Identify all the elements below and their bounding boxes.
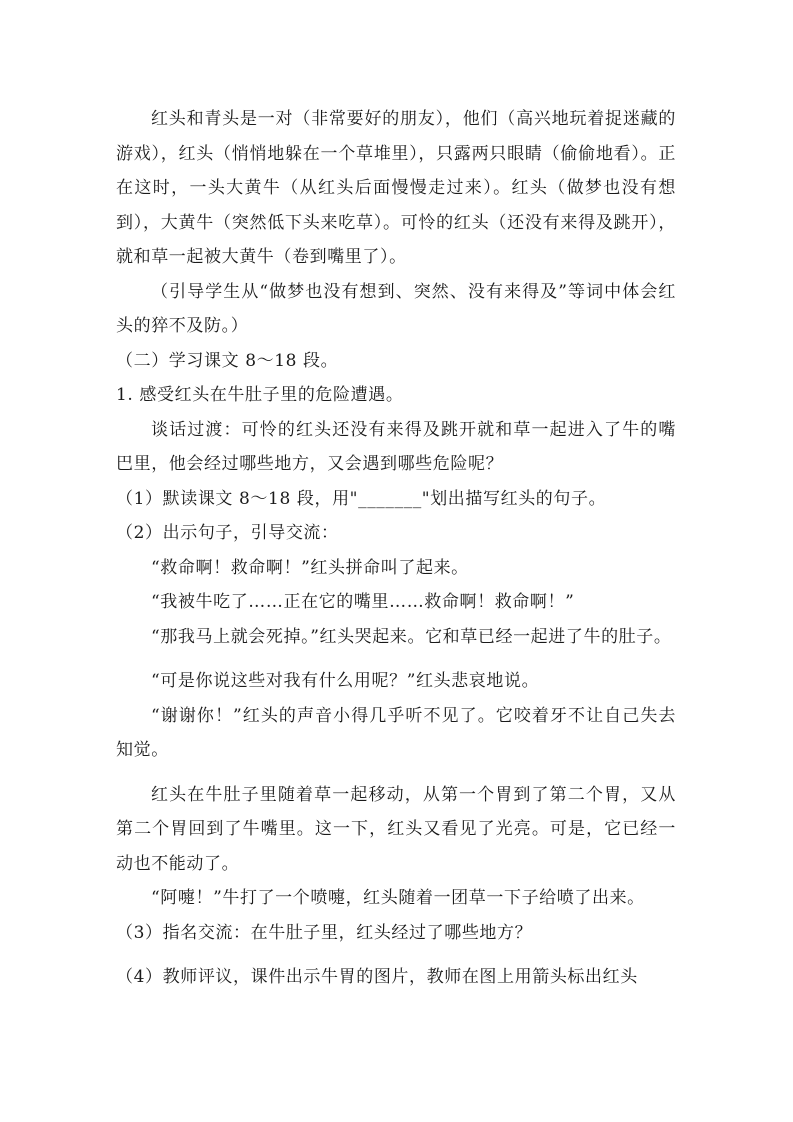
quote-line: “可是你说这些对我有什么用呢？”红头悲哀地说。: [151, 671, 540, 691]
paragraph-teaching-note: （引导学生从“做梦也没有想到、突然、没有来得及”等词中体会红头的猝不及防。）: [116, 281, 676, 336]
document-body: [116, 102, 676, 995]
subsection-heading: 1. 感受红头在牛肚子里的危险遭遇。: [116, 385, 404, 405]
quote-line: “救命啊！救命啊！”红头拼命叫了起来。: [151, 557, 469, 578]
paragraph-story-recap: 红头和青头是一对（非常要好的朋友），他们（高兴地玩着捉迷藏的游戏），红头（悄悄地躲在一个草堆里），只露两只眼睛（偷偷地看）。正在这时，一头大黄牛（从红头后面慢慢走过来）。红头（做梦也没有想到），大黄牛（突然低下头来吃草）。可怜的红头（还没有来得及跳开），就和草一起被大黄牛（卷到嘴里了）。: [116, 109, 676, 267]
quote-line: “我被牛吃了……正在它的嘴里……救命啊！救命啊！”: [151, 592, 575, 612]
paragraph-movement: 红头在牛肚子里随着草一起移动，从第一个胃到了第二个胃，又从第二个胃回到了牛嘴里。这一下，红头又看见了光亮。可是，它已经一动也不能动了。: [116, 784, 676, 874]
paragraph-transition: 谈话过渡：可怜的红头还没有来得及跳开就和草一起进入了牛的嘴巴里，他会经过哪些地方，又会遇到哪些危险呢？: [116, 419, 676, 474]
step-1: （1）默读课文 8～18 段，用"_______"划出描写红头的句子。: [116, 488, 607, 509]
quote-line: “阿嚏！”牛打了一个喷嚏，红头随着一团草一下子给喷了出来。: [151, 888, 645, 908]
quote-line: “谢谢你！”红头的声音小得几乎听不见了。它咬着牙不让自己失去知觉。: [116, 705, 676, 760]
section-heading: （二）学习课文 8～18 段。: [116, 350, 339, 371]
step-3: （3）指名交流：在牛肚子里，红头经过了哪些地方？: [116, 922, 533, 943]
step-4: （4）教师评议，课件出示牛胃的图片，教师在图上用箭头标出红头: [116, 967, 638, 987]
quote-line: “那我马上就会死掉。”红头哭起来。它和草已经一起进了牛的肚子。: [151, 626, 672, 647]
step-2: （2）出示句子，引导交流：: [116, 523, 339, 543]
